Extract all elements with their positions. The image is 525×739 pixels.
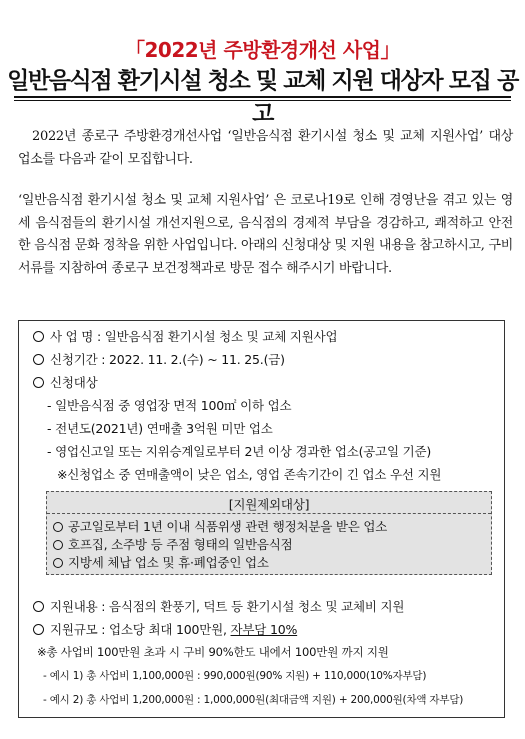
priority-note: ※신청업소 중 연매출액이 낮은 업소, 영업 존속기간이 긴 업소 우선 지원 — [57, 467, 442, 482]
exclusion-item: 호프집, 소주방 등 주점 형태의 일반음식점 — [53, 535, 293, 553]
cost-note: ※총 사업비 100만원 초과 시 구비 90%한도 내에서 100만원 까지 지원 — [37, 645, 389, 659]
exclusion-item: 지방세 체납 업소 및 휴·폐업중인 업소 — [53, 553, 269, 571]
support-content-row — [33, 597, 404, 615]
details-box — [18, 320, 505, 718]
example-item: - 예시 1) 총 사업비 1,100,000원 : 990,000원(90% 지원) + 110,000(10%자부담) — [43, 670, 427, 682]
exclusions-box — [46, 491, 492, 575]
title-rule-thin — [14, 100, 511, 101]
support-content: 지원내용 : 음식점의 환풍기, 덕트 등 환기시설 청소 및 교체비 지원 — [50, 599, 405, 614]
circle-bullet-icon — [33, 624, 44, 635]
intro-paragraph-2: ‘일반음식점 환기시설 청소 및 교체 지원사업’ 은 코로나19로 인해 경영난을 겪고 있는 영세 음식점들의 환기시설 개선지원으로, 음식점의 경제적 부담을 경감하고, 쾌적하고 안전한 음식점 문화 정착을 위한 사업입니다. 아래의 신청대상 및 지원 내용을 참고하시고, 구비서류를 지참하여 종로구 보건정책과로 방문 접수 해주시기 바랍니다. — [18, 193, 513, 276]
circle-bullet-icon — [53, 558, 63, 568]
eligibility-heading: 신청대상 — [50, 375, 98, 390]
period-row — [33, 350, 285, 368]
circle-bullet-icon — [53, 522, 63, 532]
support-scale: 지원규모 : 업소당 최대 100만원, — [50, 622, 231, 637]
circle-bullet-icon — [33, 601, 44, 612]
circle-bullet-icon — [33, 331, 44, 342]
eligibility-item: - 영업신고일 또는 지위승계일로부터 2년 이상 경과한 업소(공고일 기준) — [47, 444, 432, 459]
exclusions-divider — [47, 513, 491, 514]
eligibility-heading-row — [33, 373, 98, 391]
title-rule-thick — [14, 96, 511, 98]
application-period: 신청기간 : 2022. 11. 2.(수) ~ 11. 25.(금) — [50, 352, 285, 367]
eligibility-item: - 전년도(2021년) 연매출 3억원 미만 업소 — [47, 421, 273, 436]
exclusion-item: 공고일로부터 1년 이내 식품위생 관련 행정처분을 받은 업소 — [53, 517, 387, 535]
intro-paragraph-1: 2022년 종로구 주방환경개선사업 ‘일반음식점 환기시설 청소 및 교체 지원사업’ 대상 업소를 다음과 같이 모집합니다. — [18, 129, 513, 167]
notice-subtitle: 「2022년 주방환경개선 사업」 — [125, 38, 400, 62]
circle-bullet-icon — [53, 540, 63, 550]
exclusions-heading: [지원제외대상] — [228, 497, 310, 512]
circle-bullet-icon — [33, 354, 44, 365]
support-scale-row — [33, 620, 297, 638]
example-item: - 예시 2) 총 사업비 1,200,000원 : 1,000,000원(최대금액 지원) + 200,000원(차액 자부담) — [43, 694, 464, 706]
self-payment-rate: 자부담 10% — [230, 622, 298, 637]
circle-bullet-icon — [33, 377, 44, 388]
notice-title: 일반음식점 환기시설 청소 및 교체 지원 대상자 모집 공고 — [7, 68, 518, 127]
eligibility-item: - 일반음식점 중 영업장 면적 100㎡ 이하 업소 — [47, 398, 292, 413]
business-name-row — [33, 327, 337, 345]
business-name: 사 업 명 : 일반음식점 환기시설 청소 및 교체 지원사업 — [50, 329, 338, 344]
